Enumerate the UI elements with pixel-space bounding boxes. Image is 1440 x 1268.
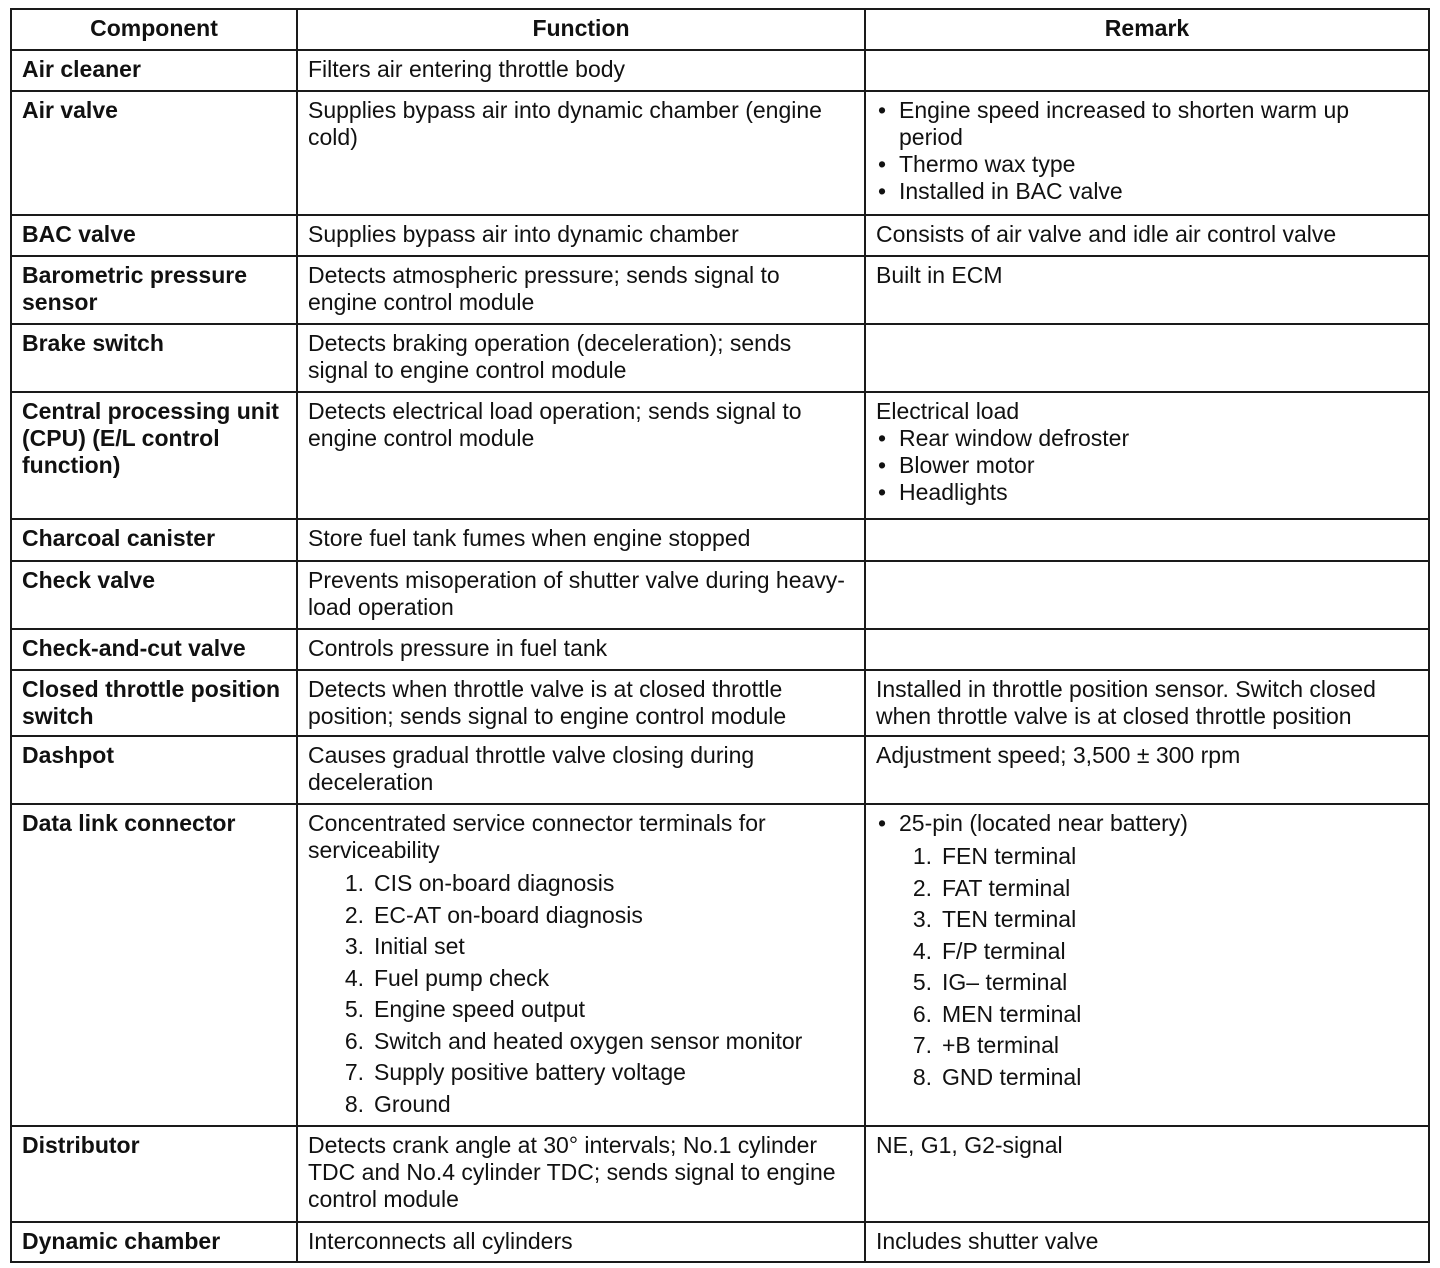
table-row [11,1126,1429,1222]
remark-cell [865,91,1429,215]
function-cell: Interconnects all cylinders [297,1222,865,1262]
table-row [11,256,1429,324]
component-cell: Barometric pressure sensor [11,256,297,324]
item-number: 7. [344,1059,364,1085]
component-cell: Central processing unit (CPU) (E/L control function) [11,392,297,519]
component-cell: Charcoal canister [11,519,297,561]
item-text: FAT terminal [942,874,1071,901]
item-text: GND terminal [942,1063,1082,1090]
list-item: • Blower motor [876,452,1418,479]
function-cell: Supplies bypass air into dynamic chamber [297,215,865,256]
remark-cell [865,804,1429,1126]
list-item [876,1062,1418,1094]
list-item: • Engine speed increased to shorten warm up period [876,97,1418,151]
table-row [11,50,1429,91]
function-cell: Controls pressure in fuel tank [297,629,865,670]
item-text: MEN terminal [942,1000,1082,1027]
list-item: • Headlights [876,479,1418,506]
component-cell: Air cleaner [11,50,297,91]
item-number: 3. [912,906,932,932]
item-text: EC-AT on-board diagnosis [374,901,643,928]
item-text: Engine speed output [374,996,586,1022]
item-number: 1. [912,843,932,869]
function-cell: Supplies bypass air into dynamic chamber (engine cold) [297,91,865,215]
list-item [876,904,1418,936]
item-number: 7. [912,1032,932,1058]
item-text: Initial set [374,933,465,959]
header-remark: Remark [865,9,1429,50]
table-row [11,324,1429,392]
list-item [308,963,854,995]
item-number: 5. [912,969,932,995]
remark-cell [865,392,1429,519]
table-row [11,91,1429,215]
table-row [11,629,1429,670]
item-text: CIS on-board diagnosis [374,870,615,896]
table-row [11,736,1429,804]
function-cell: Filters air entering throttle body [297,50,865,91]
item-text: IG– terminal [942,969,1068,995]
remark-cell: Consists of air valve and idle air control valve [865,215,1429,256]
function-cell: Store fuel tank fumes when engine stopped [297,519,865,561]
list-item [308,994,854,1026]
component-cell: Distributor [11,1126,297,1222]
remark-list [876,97,1418,205]
list-item [876,967,1418,999]
list-item [876,1030,1418,1062]
table-row [11,1222,1429,1262]
function-text: Concentrated service connector terminals for serviceability [308,810,766,863]
function-cell: Prevents misoperation of shutter valve during heavy-load operation [297,561,865,629]
remark-cell: NE, G1, G2-signal [865,1126,1429,1222]
list-item [308,931,854,963]
remark-heading: Electrical load [876,398,1020,424]
list-item [308,900,854,932]
list-item [308,868,854,900]
header-function: Function [297,9,865,50]
table-row [11,519,1429,561]
component-cell: Check valve [11,561,297,629]
item-text: Supply positive battery voltage [374,1059,686,1085]
item-text: F/P terminal [942,937,1066,964]
remark-cell: Built in ECM [865,256,1429,324]
list-item [308,1089,854,1121]
item-text: +B terminal [942,1032,1059,1058]
remark-list [876,810,1418,837]
component-cell: BAC valve [11,215,297,256]
component-cell: Brake switch [11,324,297,392]
item-number: 1. [344,870,364,896]
table-row [11,215,1429,256]
terminal-list [876,841,1418,1093]
header-row [11,9,1429,50]
function-list [308,868,854,1120]
function-cell: Detects crank angle at 30° intervals; No.1 cylinder TDC and No.4 cylinder TDC; sends signal to engine control module [297,1126,865,1222]
list-item: • Thermo wax type [876,151,1418,178]
table-row [11,804,1429,1126]
list-item [876,999,1418,1031]
component-cell: Check-and-cut valve [11,629,297,670]
remark-cell: Installed in throttle position sensor. Switch closed when throttle valve is at closed throttle position [865,670,1429,736]
remark-cell [865,629,1429,670]
component-cell: Closed throttle position switch [11,670,297,736]
function-cell: Detects when throttle valve is at closed throttle position; sends signal to engine control module [297,670,865,736]
list-item: • 25-pin (located near battery) [876,810,1418,837]
remark-cell: Adjustment speed; 3,500 ± 300 rpm [865,736,1429,804]
remark-cell [865,324,1429,392]
remark-cell [865,519,1429,561]
function-cell: Detects atmospheric pressure; sends signal to engine control module [297,256,865,324]
list-item [876,873,1418,905]
component-cell: Data link connector [11,804,297,1126]
list-item [308,1057,854,1089]
remark-list [876,425,1418,506]
function-cell: Causes gradual throttle valve closing during deceleration [297,736,865,804]
item-text: Switch and heated oxygen sensor monitor [374,1027,803,1054]
item-number: 6. [912,1000,932,1027]
item-number: 2. [912,874,932,901]
component-cell: Dynamic chamber [11,1222,297,1262]
item-number: 5. [344,996,364,1022]
component-cell: Air valve [11,91,297,215]
table-row [11,670,1429,736]
remark-cell [865,561,1429,629]
table-row [11,561,1429,629]
list-item [308,1026,854,1058]
item-number: 2. [344,901,364,928]
function-cell [297,804,865,1126]
component-table [10,8,1430,1263]
list-item [876,841,1418,873]
component-cell: Dashpot [11,736,297,804]
item-number: 8. [344,1090,364,1117]
item-text: TEN terminal [942,906,1077,932]
list-item: • Installed in BAC valve [876,178,1418,205]
remark-cell: Includes shutter valve [865,1222,1429,1262]
list-item: • Rear window defroster [876,425,1418,452]
item-text: Fuel pump check [374,964,550,991]
item-text: FEN terminal [942,843,1077,869]
table-row [11,392,1429,519]
function-cell: Detects braking operation (deceleration); sends signal to engine control module [297,324,865,392]
item-number: 6. [344,1027,364,1054]
item-number: 4. [912,937,932,964]
header-component: Component [11,9,297,50]
item-text: Ground [374,1090,451,1117]
function-cell: Detects electrical load operation; sends signal to engine control module [297,392,865,519]
list-item [876,936,1418,968]
item-number: 8. [912,1063,932,1090]
remark-cell [865,50,1429,91]
item-number: 4. [344,964,364,991]
item-number: 3. [344,933,364,959]
